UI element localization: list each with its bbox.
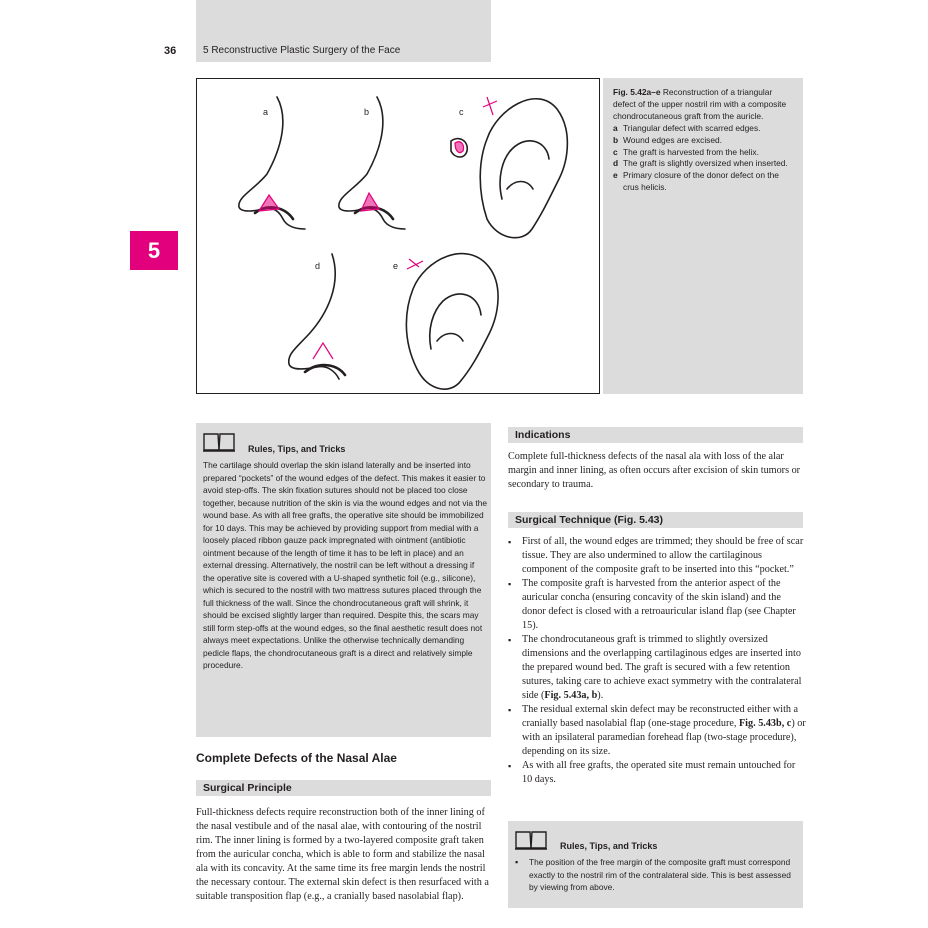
list-item-text: The position of the free margin of the composite graft must correspond exactly to the nostril rim of the contralateral side. This is best assessed by viewing from above. [529,857,791,892]
caption-head [613,87,795,123]
panel-label-d: d [315,261,321,271]
panel-label-c: c [459,107,464,117]
running-title: 5 Reconstructive Plastic Surgery of the Face [203,45,401,56]
tips-body: The cartilage should overlap the skin island laterally and be inserted into prepared “pockets” of the wound edges of the defect. This makes it easier to avoid step-offs. The skin fixation sutures should not be placed too close together, because nutrition of the skin is via the wound edges and not via the wound base. As with all free grafts, the operative site should be immobilized for 10 days. This may be achieved by providing support from medial with a loosely placed ribbon gauze pack impregnated with ointment (antibiotic ointment because of the length of time it has to be left in place) and an external dressing. Alternatively, the nostril can be left without a dressing if the operative site is covered with a U-shaped synthetic foil (e.g., silicone), which is secured to the nostril with two mattress sutures placed through the full thickness of the wall. Since the chondrocutaneous graft will shrink, it should be excised slightly larger than required. Despite this, the scars may still form step-offs at the wound edges, so the final aesthetic result does not always meet expectations. Unlike the otherwise technically demanding pedicle flaps, the chondrocutaneous graft is a direct and relatively simple procedure. [203,460,488,670]
caption-item-letter: e [613,170,618,181]
caption-item-text: The graft is slightly oversized when inserted. [623,158,788,169]
figure-reference: Fig. 5.43a, b [544,690,598,701]
list-item-text: ) or with an ipsilateral paramedian forehead flap (two-stage procedure), depending on its size. [522,718,806,757]
caption-item-text: The graft is harvested from the helix. [623,146,759,157]
caption-item [613,135,795,147]
book-icon [202,431,236,453]
list-item [508,577,806,633]
caption-item-letter: c [613,146,618,157]
caption-head-text: Reconstruction of a triangular defect of the upper nostril rim with a composite chondrocutaneous graft from the auricle. [613,87,787,121]
caption-figure-ref: Fig. 5.42a–e [613,87,661,97]
list-item [508,759,806,787]
subheading-indications: Indications [508,427,803,443]
list-item-text: The composite graft is harvested from the anterior aspect of the auricular concha (ensuring concavity of the skin island) and the donor defect is closed with a retroauricular island flap (see Chapter 15). [522,578,796,631]
technique-list [508,535,806,787]
figure-caption [603,78,803,394]
panel-label-e: e [393,261,399,271]
list-item [508,535,806,577]
figure-illustration [196,78,600,394]
list-item [508,633,806,703]
caption-item [613,147,795,159]
book-icon [514,829,548,851]
list-item-text: The chondrocutaneous graft is trimmed to slightly oversized dimensions and the overlapping cartilaginous edges are inserted into the prepared wound bed. The graft is secured with a few retention sutures, taking care to achieve exact symmetry with the contralateral side ( [522,634,802,701]
page-number: 36 [164,45,177,57]
list-item-text: The residual external skin defect may be reconstructed either with a cranially based nasolabial flap (one-stage procedure, [522,704,799,729]
list-item-text: ). [597,690,604,701]
tips-box-right [508,821,803,908]
subheading-surgical-technique: Surgical Technique (Fig. 5.43) [508,512,803,528]
figure-reference: Fig. 5.43b, c [738,718,792,729]
caption-item-text: Wound edges are excised. [623,134,723,145]
tips-box-left [196,423,491,737]
tips-title: Rules, Tips, and Tricks [560,841,658,851]
tips-list [515,856,799,894]
caption-item-text: Triangular defect with scarred edges. [623,122,761,133]
panel-label-b: b [364,107,370,117]
caption-item [613,123,795,135]
caption-item-letter: b [613,134,619,145]
list-item-text: As with all free grafts, the operated site must remain untouched for 10 days. [522,760,796,785]
principle-text: Full-thickness defects require reconstruction both of the inner lining of the nasal vestibule and of the nasal alae, with contouring of the nostril rim. The inner lining is formed by a two-layered composite graft taken from the auricular concha, which is able to form and stabilize the nasal ala with its concavity. At the same time its free margin lends the nostril the necessary contour. The external skin defect is then resurfaced with a suitable transposition flap (e.g., a cranially based nasolabial flap). [196,807,489,902]
caption-item-letter: a [613,122,618,133]
subheading-surgical-principle: Surgical Principle [196,780,491,796]
list-item [508,703,806,759]
list-item [515,856,799,894]
list-item-text: First of all, the wound edges are trimmed; they should be free of scar tissue. They are also undermined to allow the cartilaginous component of the composite graft to be inserted into this “pocket.” [522,536,804,575]
indications-text: Complete full-thickness defects of the nasal ala with loss of the alar margin and inner lining, as often occurs after excision of skin tumors or secondary to trauma. [508,451,801,490]
panel-label-a: a [263,107,269,117]
figure-drawing [197,79,601,395]
caption-item [613,158,795,170]
caption-item [613,170,795,194]
tips-title: Rules, Tips, and Tricks [248,444,346,454]
caption-item-letter: d [613,158,619,169]
chapter-tab: 5 [130,231,178,270]
section-title: Complete Defects of the Nasal Alae [196,751,397,765]
caption-item-text: Primary closure of the donor defect on the crus helicis. [623,170,779,193]
